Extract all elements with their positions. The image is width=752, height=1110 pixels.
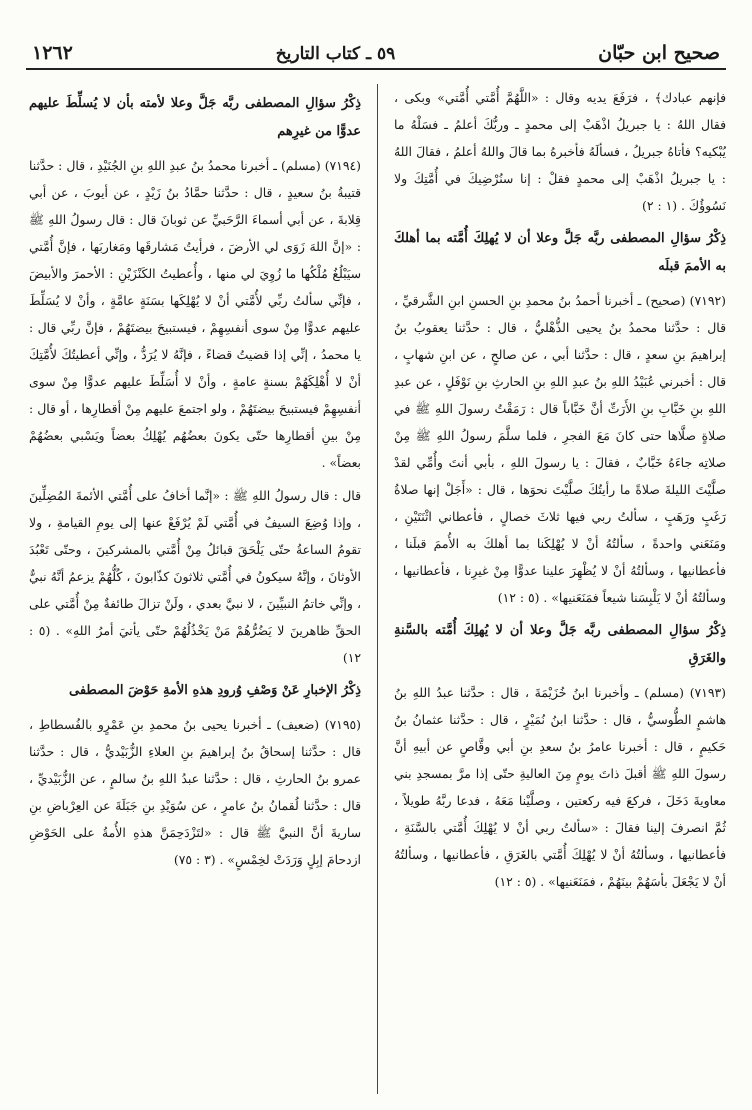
page-number: ١٢٦٢ [32,42,73,64]
right-paragraph: فإنهم عبادك﴾ ، فرَفَعَ يديه وقال : «اللَّهُمَّ أُمَّتي أُمَّتي» وبكى ، فقال اللهُ : يا جبريلُ اذْهَبْ إلى محمدٍ ـ وربُّكَ أعلمُ ـ فسَلْهُ ما يُبْكيه؟ فأتاهُ جبريلُ ، فسألَهُ فأخبرهُ بما قالَ واللهُ أعلمُ ، فقالَ اللهُ : يا جبريلُ اذْهَبْ إلى محمدٍ فقلْ : إنا سنُرْضِيكَ في أُمَّتِكَ ولا نَسُوؤُكَ . (١ : ٢) [394,90,726,213]
right-paragraph: (٧١٩٣) (مسلم) ـ وأخبرنا ابنُ خُزَيْمَةَ ، قال : حدَّثنا عبدُ اللهِ بنُ هاشمٍ الطُّوسيُّ ، قال : حدَّثنا ابنُ نُمَيْرٍ ، قال : حدَّثنا عثمانُ بنُ حَكيمٍ ، قال : أخبرنا عامرُ بنُ سعدِ بنِ أبي وقَّاصٍ عن أبيهِ أنَّ رسولَ اللهِ ﷺ أقبلَ ذاتَ يومٍ مِنَ العاليةِ حتّى إذا مرَّ بمسجدِ بني معاويةَ دَخَلَ ، فركعَ فيه ركعتين ، وصلَّيْنا مَعَهُ ، فدعا ربَّهُ طويلاً ، ثُمَّ انصرفَ إلينا فقالَ : «سألتُ ربي أنْ لا يُهْلِكَ أُمَّتي بالسَّنَةِ ، فأعطانيها ، وسألتُهُ أنْ لا يُهْلِكَ أُمَّتي بالغَرَقِ ، فأعطانيها ، وسألتُهُ أنْ لا يَجْعَلَ بأسَهُمْ بينَهُمْ ، فمَنَعَنيها» . (٥ : ١٢) [394,685,726,889]
left-column [29,84,378,1094]
right-section-heading: ذِكْرُ سؤالِ المصطفى ربَّه جَلَّ وعلا أن لا يُهلِكَ أُمَّته بما أهلكَ به الأممَ قبلَه [394,231,726,274]
book-title: صحيح ابن حبّان [598,42,720,64]
left-section-heading: ذِكْرُ سؤالِ المصطفى ربَّه جَلَّ وعلا لأمته بأن لا يُسلِّطَ عليهم عدوًّا من غيرِهم [29,96,361,139]
right-section-heading: ذِكْرُ سؤالِ المصطفى ربَّه جَلَّ وعلا أن لا يُهلِكَ أُمَّته بالسَّنةِ والغَرَقِ [394,623,726,666]
page-header [26,34,726,70]
left-paragraph: (٧١٩٥) (ضعيف) ـ أخبرنا يحيى بنُ محمدِ بنِ عَمْرٍو بالفُسطاطِ ، قال : حدَّثنا إسحاقُ بنُ إبراهيمَ بنِ العلاءِ الزُّبَيْديُّ ، قال : حدَّثنا عمرو بنُ الحارثِ ، قال : حدَّثنا عبدُ اللهِ بنُ سالمٍ ، عن الزُّبَيْديِّ ، قال : حدَّثنا لُقمانُ بنُ عامرٍ ، عن سُوَيْدِ بنِ جَبَلَةَ عن العِرْباضِ بنِ ساريةَ أنَّ النبيَّ ﷺ قال : «لتَزْدَحِمَنَّ هذهِ الأُمةُ على الحَوْضِ ازدحامَ إبِلٍ وَرَدَتْ لخِمْسٍ» . (٣ : ٧٥) [29,717,361,867]
left-section-heading: ذِكْرُ الإخبارِ عَنْ وَصْفِ وُرودِ هذهِ الأمةِ حَوْضَ المصطفى [69,683,361,698]
right-paragraph: (٧١٩٢) (صحيح) ـ أخبرنا أحمدُ بنُ محمدِ بنِ الحسنِ ابنِ الشَّرقيِّ ، قال : حدَّثنا محمدُ بنُ يحيى الذُّهْليُّ ، قال : حدَّثنا يعقوبُ بنُ إبراهيمَ بنِ سعدٍ ، قال : حدَّثنا أبي ، عن صالحٍ ، عن ابنِ شهابٍ ، قال : أخبرني عُبَيْدُ اللهِ بنُ عبدِ اللهِ بنِ الحارثِ بنِ نَوْفَلٍ ، عن عبدِ اللهِ بنِ خَبَّابِ بنِ الأَرَتِّ أنَّ خَبَّاباً قال : رَمَقْتُ رسولَ اللهِ ﷺ في صلاةٍ صلَّاها حتى كانَ مَعَ الفجرِ ، فلما سلَّمَ رسولُ اللهِ ﷺ مِنْ صلاتِه جاءَهُ خَبَّابٌ ، فقالَ : يا رسولَ اللهِ ، بأبي أنتَ وأُمِّي لقدْ صلَّيْتَ الليلةَ صلاةً ما رأيتُكَ صلَّيْتَ نحوَها ، قال : «أَجَلْ إنها صلاةُ رَغَبٍ ورَهَبٍ ، سألتُ ربي فيها ثلاثَ خصالٍ ، فأعطاني اثْنَتَيْنِ ، ومَنَعَني واحدةً ، سألتُهُ أنْ لا يُهْلِكَنا بما أهلكَ به الأُممَ قبلَنا ، فأعطانيها ، وسألتُهُ أنْ لا يُظْهِرَ علينا عدوًّا مِنْ غيرِنا ، فأعطانيها ، وسألتُهُ أنْ لا يَلْبِسَنا شيعاً فمَنَعَنيها» . (٥ : ١٢) [394,293,726,605]
chapter-title: ٥٩ ـ كتاب التاريخ [275,44,396,64]
left-paragraph: قال : قال رسولُ اللهِ ﷺ : «إنَّما أخافُ على أُمَّتي الأئمةَ المُضِلِّينَ ، وإذا وُضِعَ السيفُ في أُمَّتي لَمْ يُرْفَعْ عنها إلى يومِ القيامةِ ، ولا تقومُ الساعةُ حتّى يَلْحَقَ قبائلُ مِنْ أُمَّتي بالمشركينَ ، وحتّى تَعْبُدَ الأوثانَ ، وإنَّهُ سيكونُ في أُمَّتي ثلاثونَ كذّابونَ ، كُلُّهُمْ يزعمُ أنَّهُ نبيٌّ ، وإنِّي خاتمُ النبيِّينَ ، لا نبيَّ بعدي ، ولَنْ تزالَ طائفةٌ مِنْ أُمَّتي على الحقِّ ظاهرينَ لا يَضُرُّهُمْ مَنْ يَخْذُلُهُمْ حتّى يأتيَ أمرُ اللهِ» . (٥ : ١٢) [29,488,361,665]
text-columns [26,84,726,1094]
left-paragraph: (٧١٩٤) (مسلم) ـ أخبرنا محمدُ بنُ عبدِ اللهِ بنِ الجُنَيْدِ ، قال : حدَّثنا قتيبةُ بنُ سعيدٍ ، قال : حدَّثنا حمَّادُ بنُ زَيْدٍ ، عن أيوبَ ، عن أبي قِلابةَ ، عن أبي أسماءَ الرَّحَبيِّ عن ثوبانَ قال : قال رسولُ اللهِ ﷺ : «إنَّ اللهَ زَوَى لي الأرضَ ، فرأيتُ مَشارقَها ومَغاربَها ، فإنَّ أُمَّتي سيَبْلُغُ مُلْكُها ما زُوِيَ لي منها ، وأُعطيتُ الكَنْزَيْنِ : الأحمرَ والأبيضَ ، فإنِّي سألتُ ربِّي لأُمَّتي أنْ لا يُهْلِكَها بسَنَةٍ عامَّةٍ ، وأنْ لا يُسَلِّطَ عليهم عدوًّا مِنْ سوى أنفسِهِمْ ، فيستبيحَ بيضتَهُمْ ، فإنَّ ربِّي قال : يا محمدُ ، إنِّي إذا قضيتُ قضاءً ، فإنَّهُ لا يُرَدُّ ، وإنِّي أعطيتُكَ لأُمَّتِكَ أنْ لا أُهْلِكَهُمْ بسنةٍ عامةٍ ، وأنْ لا أُسَلِّطَ عليهم عدوًّا مِنْ سوى أنفسِهِمْ فيستبيحَ بيضتَهُمْ ، ولو اجتمعَ عليهم مِنْ أقطارِها ، أو قال : مِنْ بينِ أقطارِها حتّى يكونَ بعضُهُم يُهْلِكُ بعضاً ويَسْبي بعضُهُمْ بعضاً» . [29,158,361,470]
right-column [378,84,726,1094]
